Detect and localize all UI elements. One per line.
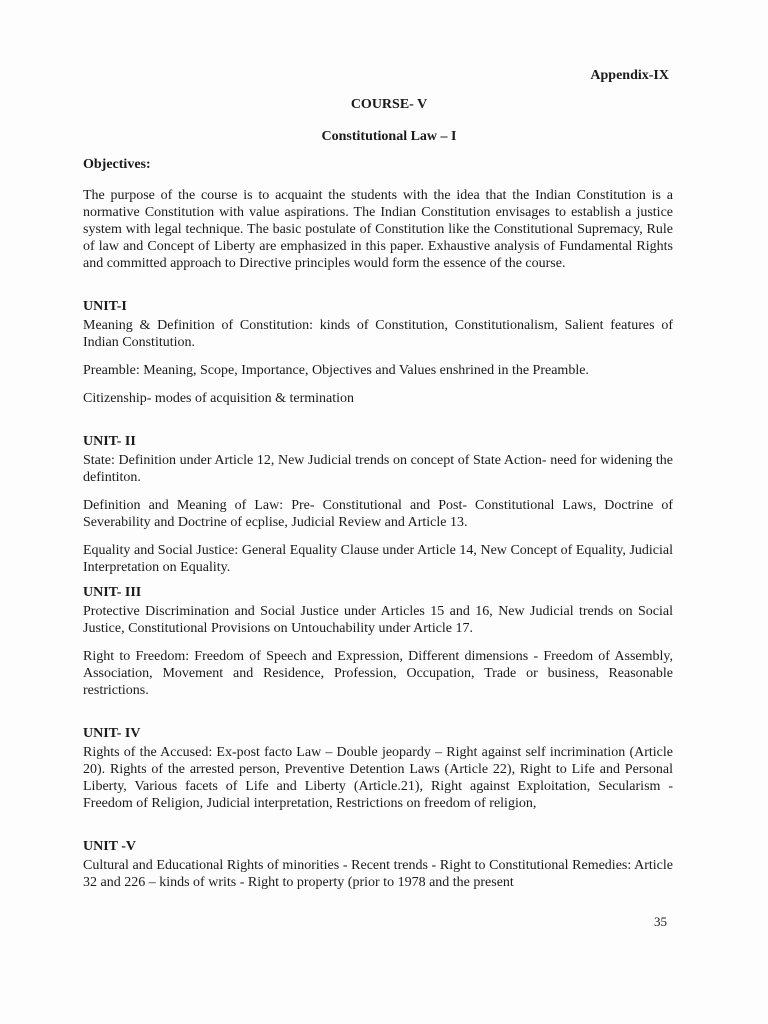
unit-1 (83, 298, 673, 407)
unit-2 (83, 433, 673, 576)
unit-paragraph: Right to Freedom: Freedom of Speech and Expression, Different dimensions - Freedom of Assembly, Association, Movement and Residence, Profession, Occupation, Trade or business, Reasonable restrictions. (83, 649, 673, 698)
unit-paragraph: Meaning & Definition of Constitution: kinds of Constitution, Constitutionalism, Salient features of Indian Constitution. (83, 318, 673, 350)
unit-paragraph: Rights of the Accused: Ex-post facto Law – Double jeopardy – Right against self incrimination (Article 20). Rights of the arrested person, Preventive Detention Laws (Article 22), Right to Life and Personal Liberty, Various facets of Life and Liberty (Article.21), Right against Exploitation, Secularism - Freedom of Religion, Judicial interpretation, Restrictions on freedom of religion, (83, 745, 673, 811)
unit-paragraph: Cultural and Educational Rights of minorities - Recent trends - Right to Constitutional Remedies: Article 32 and 226 – kinds of writs - Right to property (prior to 1978 and the present (83, 858, 673, 890)
unit-title: UNIT- III (83, 585, 142, 600)
objectives-text: The purpose of the course is to acquaint the students with the idea that the Indian Constitution is a normative Constitution with value aspirations. The Indian Constitution envisages to establish a justice system with legal technique. The basic postulate of Constitution like the Constitutional Supremacy, Rule of law and Concept of Liberty are emphasized in this paper. Exhaustive analysis of Fundamental Rights and committed approach to Directive principles would form the essence of the course. (83, 188, 673, 271)
unit-4 (83, 725, 673, 812)
unit-title: UNIT- II (83, 434, 136, 449)
unit-5 (83, 838, 673, 891)
unit-paragraph: Preamble: Meaning, Scope, Importance, Objectives and Values enshrined in the Preamble. (83, 363, 589, 378)
unit-title: UNIT -V (83, 839, 137, 854)
subject-title: Constitutional Law – I (321, 129, 457, 144)
document-body (83, 156, 673, 891)
unit-3 (83, 584, 673, 699)
appendix-label: Appendix-IX (590, 68, 669, 83)
page-number: 35 (654, 914, 667, 929)
unit-paragraph: Definition and Meaning of Law: Pre- Constitutional and Post- Constitutional Laws, Doctrine of Severability and Doctrine of ecplise, Judicial Review and Article 13. (83, 498, 673, 530)
course-title: COURSE- V (350, 97, 428, 112)
unit-paragraph: State: Definition under Article 12, New Judicial trends on concept of State Action- need for widening the defintiton. (83, 453, 673, 485)
unit-title: UNIT- IV (83, 726, 141, 741)
objectives-heading: Objectives: (83, 157, 151, 172)
unit-paragraph: Citizenship- modes of acquisition & termination (83, 391, 355, 406)
unit-paragraph: Protective Discrimination and Social Justice under Articles 15 and 16, New Judicial trends on Social Justice, Constitutional Provisions on Untouchability under Article 17. (83, 604, 673, 636)
unit-title: UNIT-I (83, 299, 127, 314)
unit-paragraph: Equality and Social Justice: General Equality Clause under Article 14, New Concept of Equality, Judicial Interpretation on Equality. (83, 543, 673, 575)
